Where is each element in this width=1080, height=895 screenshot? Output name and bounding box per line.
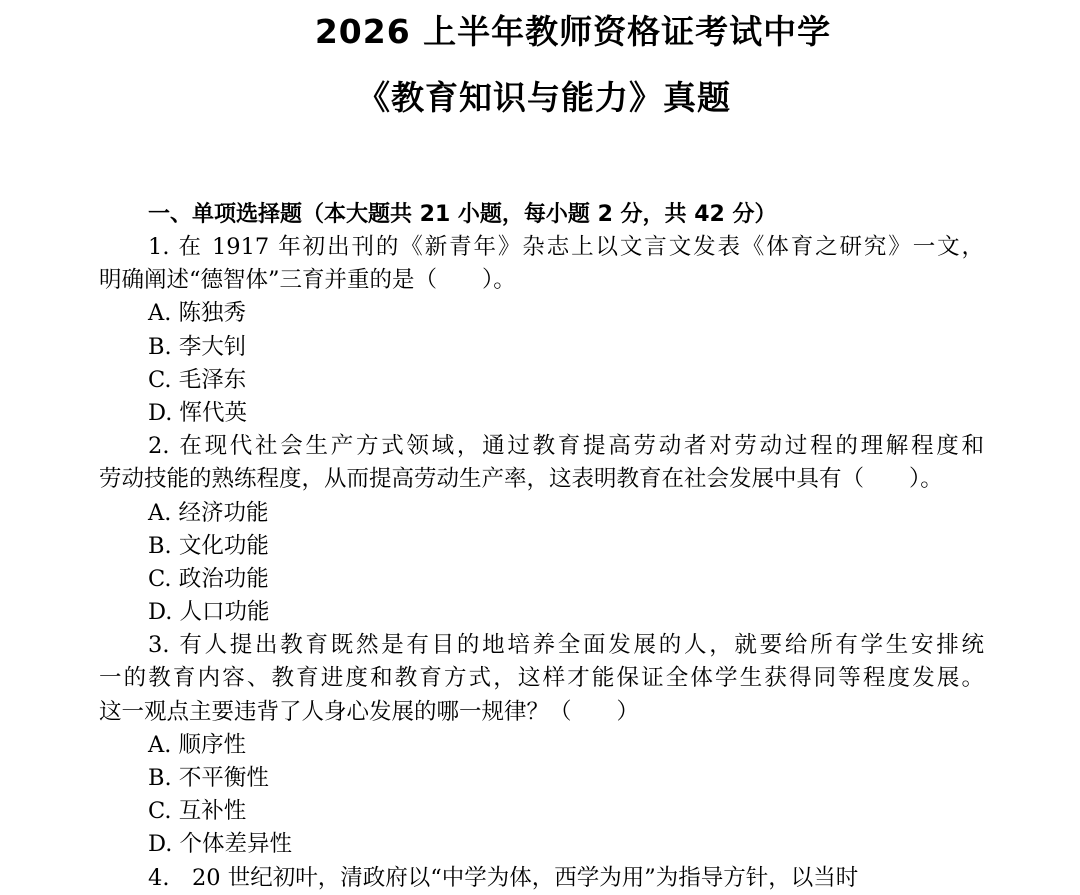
question-2: [99, 430, 984, 629]
question-text-line: 这一观点主要违背了人身心发展的哪一规律？（ ）: [99, 698, 640, 725]
question-text-line: 1. 在 1917 年初出刊的《新青年》杂志上以文言文发表《体育之研究》一文，: [148, 234, 984, 260]
document-title-line1: 2026 上半年教师资格证考试中学: [314, 12, 832, 51]
option-b: B. 不平衡性: [148, 765, 269, 791]
option-a: A. 经济功能: [148, 499, 269, 526]
option-a: A. 陈独秀: [148, 300, 247, 327]
question-4: [99, 862, 984, 895]
option-a: A. 顺序性: [148, 731, 247, 758]
option-d: D. 恽代英: [148, 399, 248, 426]
question-text-line: 劳动技能的熟练程度，从而提高劳动生产率，这表明教育在社会发展中具有（ ）。: [99, 466, 943, 493]
option-c: C. 毛泽东: [148, 366, 247, 393]
question-text-line: 明确阐述“德智体”三育并重的是（ ）。: [99, 267, 516, 294]
question-list: [99, 231, 984, 895]
question-1: [99, 231, 984, 430]
option-c: C. 互补性: [148, 798, 247, 825]
option-d: D. 个体差异性: [148, 831, 293, 858]
question-text-line: 一的教育内容、教育进度和教育方式，这样才能保证全体学生获得同等程度发展。: [99, 665, 984, 692]
section-heading: 一、单项选择题（本大题共 21 小题，每小题 2 分，共 42 分）: [148, 202, 777, 227]
option-d: D. 人口功能: [148, 599, 270, 626]
option-b: B. 文化功能: [148, 532, 269, 559]
question-text-line: 2. 在现代社会生产方式领域，通过教育提高劳动者对劳动过程的理解程度和: [148, 433, 984, 460]
option-b: B. 李大钊: [148, 333, 247, 360]
option-c: C. 政治功能: [148, 565, 269, 592]
question-text-line: 3. 有人提出教育既然是有目的地培养全面发展的人，就要给所有学生安排统: [148, 632, 984, 659]
question-text-line: 4. 20 世纪初叶，清政府以“中学为体，西学为用”为指导方针，以当时: [148, 864, 859, 891]
question-3: [99, 629, 984, 861]
document-title-line2: 《教育知识与能力》真题: [357, 78, 731, 117]
